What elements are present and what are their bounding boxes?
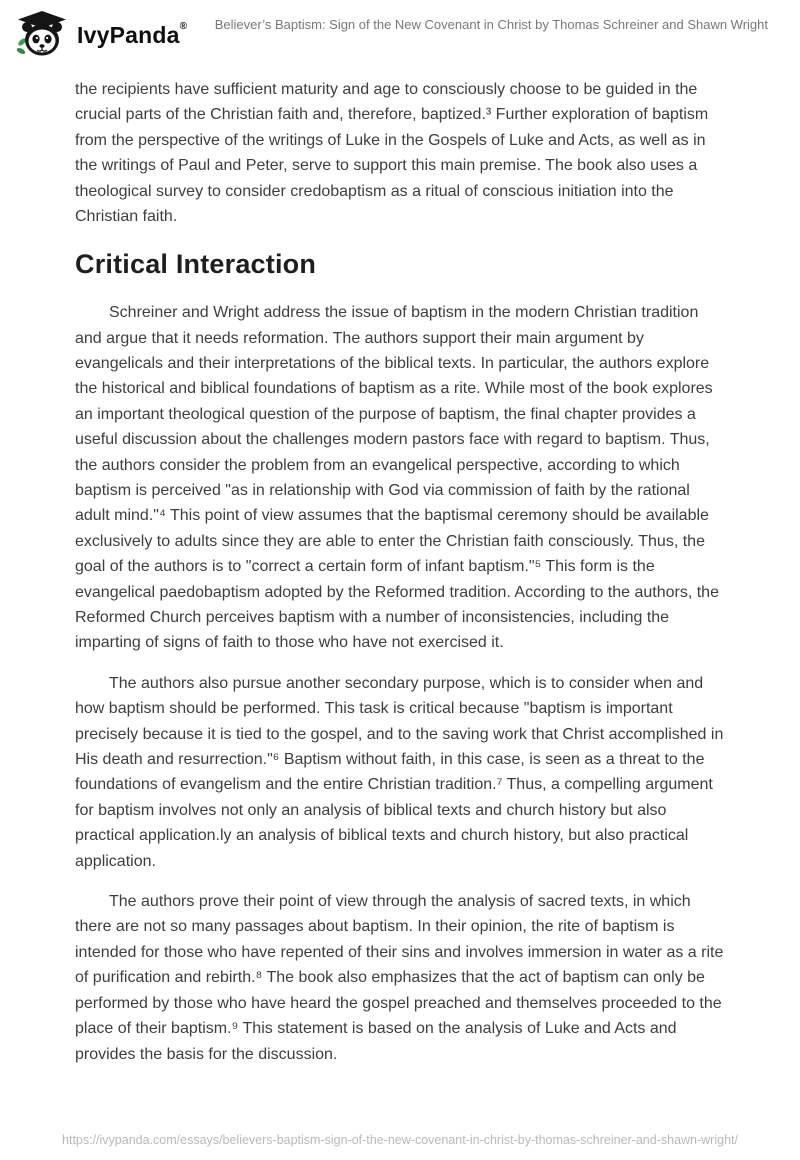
- paragraph-intro: the recipients have sufficient maturity and age to consciously choose to be guided in the crucial parts of the Christian faith and, therefore, baptized.³ Further exploration of baptism from the perspective of the writings of Luke in the Gospels of Luke and Acts, as well as in the writings of Paul and Peter, serve to support this main premise. The book also uses a theological survey to consider credobaptism as a ritual of conscious initiation into the Christian faith.: [75, 81, 709, 226]
- source-url: https://ivypanda.com/essays/believers-baptism-sign-of-the-new-covenant-in-christ-by-thomas-schreiner-and-shawn-wright/: [62, 1133, 738, 1147]
- document-title: Believer’s Baptism: Sign of the New Covenant in Christ by Thomas Schreiner and Shawn Wright: [214, 17, 768, 32]
- logo-wordmark: [77, 20, 188, 48]
- essay-content: [0, 66, 800, 1067]
- section-heading: Critical Interaction: [75, 249, 317, 280]
- ivypanda-logo: [16, 10, 187, 60]
- logo-wordmark-text: IvyPanda: [77, 21, 180, 48]
- paragraph-critical-interaction-3: The authors prove their point of view through the analysis of sacred texts, in which there are not so many passages about baptism. In their opinion, the rite of baptism is intended for those who have repented of their sins and involves immersion in water as a rite of purification and rebirth.⁸ The book also emphasizes that the act of baptism can only be performed by those who have heard the gospel preached and themselves proceeded to the place of their baptism.⁹ This statement is based on the analysis of Luke and Acts and provides the basis for the discussion.: [75, 893, 724, 1063]
- paragraph-critical-interaction-1: Schreiner and Wright address the issue of baptism in the modern Christian tradition and argue that it needs reformation. The authors support their main argument by evangelicals and their interpretations of the biblical texts. In particular, the authors explore the historical and biblical foundations of baptism as a rite. While most of the book explores an important theological question of the purpose of baptism, the final chapter provides a useful discussion about the challenges modern pastors face with regard to baptism. Thus, the authors consider the problem from an evangelical perspective, according to which baptism is perceived "as in relationship with God via commission of faith by the rational adult mind."⁴ This point of view assumes that the baptismal ceremony should be available exclusively to adults since they are able to enter the Christian faith consciously. Thus, the goal of the authors is to "correct a certain form of infant baptism."⁵ This form is the evangelical paedobaptism adopted by the Reformed tradition. According to the authors, the Reformed Church perceives baptism with a number of inconsistencies, including the imparting of signs of faith to those who have not exercised it.: [75, 304, 719, 652]
- page-header: [0, 0, 800, 66]
- registered-trademark-mark: ®: [179, 20, 188, 32]
- panda-graduate-icon: [16, 10, 68, 60]
- paragraph-critical-interaction-2: The authors also pursue another secondary purpose, which is to consider when and how baptism should be performed. This task is critical because "baptism is important precisely because it is tied to the gospel, and to the saving work that Christ accomplished in His death and resurrection."⁶ Baptism without faith, in this case, is seen as a threat to the foundations of evangelism and the entire Christian tradition.⁷ Thus, a compelling argument for baptism involves not only an analysis of biblical texts and church history but also practical application.ly an analysis of biblical texts and church history, but also practical application.: [75, 674, 724, 870]
